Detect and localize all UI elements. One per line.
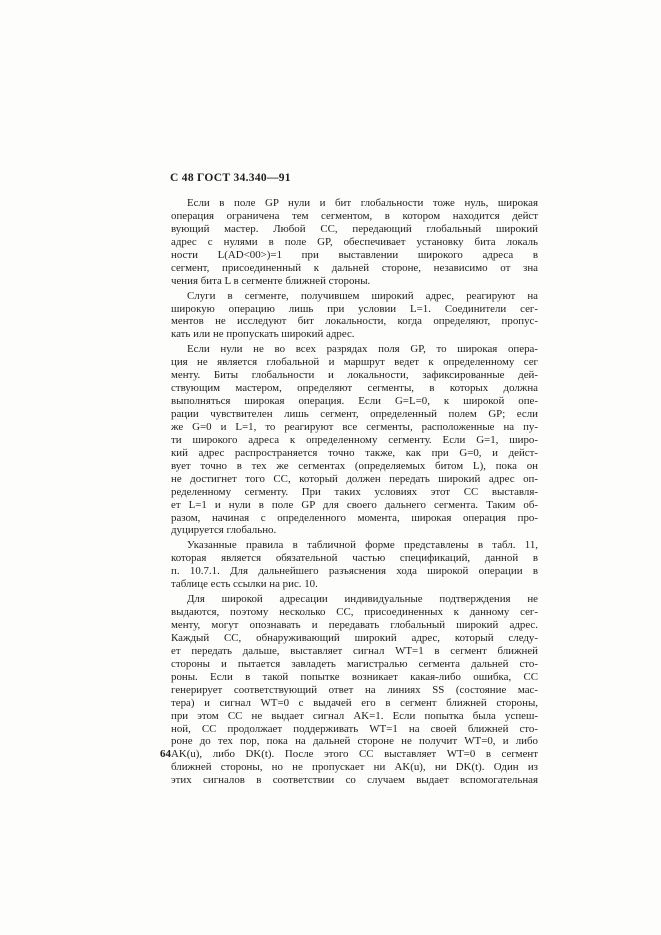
text-line: ной, СС продолжает поддерживать WT=1 на своей ближней сто- (171, 722, 538, 735)
text-line: ти широкого адреса к определенному сегменту. Если G=1, широ- (171, 433, 538, 446)
text-line: таблице есть ссылки на рис. 10. (171, 578, 318, 591)
text-line: ределенному сегменту. При таких условиях этот СС выставля- (171, 485, 538, 498)
text-line: широкую операцию лишь при условии L=1. Соединители сег- (171, 302, 538, 315)
paragraph-5 (171, 593, 538, 787)
text-line: выполняться широкая операция. Если G=L=0, к широкой опе- (171, 395, 538, 408)
text-line: Если нули не во всех разрядах поля GP, то широкая опера- (187, 343, 538, 356)
text-line: вующий мастер. Любой СС, передающий глобальный широкий (171, 222, 538, 235)
text-line: вует точно в тех же сегментах (определяемых битом L), пока он (171, 459, 538, 472)
text-line: роне до тех пор, пока на дальней стороне не получит WT=0, и либо (171, 735, 538, 748)
text-line: ет L=1 и нули в поле GP для своего дальнего сегмента. Таким об- (171, 498, 538, 511)
body-text (171, 197, 538, 787)
text-line: сегмент, присоединенный к дальней стороне, независимо от зна (171, 261, 538, 274)
text-line: при этом СС не выдает сигнал AK=1. Если попытка была успеш- (171, 709, 538, 722)
text-line: Указанные правила в табличной форме представлены в табл. 11, (187, 539, 538, 552)
text-line: ближней стороны, но не пропускает ни AK(u), ни DK(t). Один из (171, 761, 538, 774)
text-line: Каждый СС, обнаруживающий широкий адрес, который следу- (171, 631, 538, 644)
paragraph-2 (171, 290, 538, 342)
text-line: ет передать дальше, выставляет сигнал WT=1 в сегмент ближней (171, 644, 538, 657)
text-line: стороны и пытается завладеть магистралью сегмента дальней сто- (171, 657, 538, 670)
text-line: не достигнет того СС, который должен передать широкий адрес оп- (171, 472, 538, 485)
text-line: рации чувствителен лишь сегмент, определенный полем GP; если (171, 408, 538, 420)
text-line: же G=0 и L=1, то реагируют все сегменты, расположенные на пу- (171, 420, 538, 433)
text-line: п. 10.7.1. Для дальнейшего разъяснения хода широкой операции в (171, 565, 538, 578)
text-line: выдаются, поэтому несколько СС, присоединенных к данному сег- (171, 606, 538, 619)
text-line: ности L(AD<00>)=1 при выставлении широкого адреса в (171, 248, 538, 261)
text-line: генерирует соответствующий ответ на линиях SS (состояние мас- (171, 683, 538, 696)
text-line: менту. Биты глобальности и локальности, зафиксированные дей- (171, 369, 538, 382)
paragraph-3 (171, 343, 538, 537)
running-head: С 48 ГОСТ 34.340—91 (170, 172, 291, 184)
text-line: кий адрес распространяется точно также, как при G=0, и дейст- (171, 446, 538, 459)
text-line: Если в поле GP нули и бит глобальности тоже нуль, широкая (187, 197, 538, 209)
text-line: адрес с нулями в поле GP, обеспечивает установку бита локаль (171, 235, 538, 248)
text-line: разом, начиная с определенного момента, широкая операция про- (171, 511, 538, 524)
text-line: Для широкой адресации индивидуальные подтверждения не (187, 593, 538, 606)
text-line: Слуги в сегменте, получившем широкий адрес, реагируют на (187, 289, 538, 302)
text-line: дуцируется глобально. (171, 524, 277, 537)
paragraph-1 (171, 197, 538, 288)
text-line: этих сигналов в соответствии со случаем выдает вспомогательная (171, 774, 538, 787)
text-line: которая является обязательной частью спецификаций, данной в (171, 552, 538, 565)
text-line: ствующим мастером, определяют сегменты, в которых должна (171, 382, 538, 395)
text-line: ментов не исследуют бит локальности, когда определяют, пропус- (171, 315, 538, 328)
text-line: тера) и сигнал WT=0 с выдачей его в сегмент ближней стороны, (171, 696, 538, 709)
paragraph-4 (171, 539, 538, 591)
text-line: роны. Если в такой попытке возникает какая-либо ошибка, СС (171, 670, 538, 683)
text-line: кать или не пропускать широкий адрес. (171, 328, 355, 341)
text-line: чения бита L в сегменте ближней стороны. (171, 274, 371, 287)
text-line: ция не является глобальной и маршрут ведет к определенному сег (171, 356, 538, 369)
page-number: 64 (160, 748, 171, 760)
text-line: менту, могут опознавать и передавать глобальный широкий адрес. (171, 619, 538, 631)
text-line: операция ограничена тем сегментом, в котором находится дейст (171, 209, 538, 222)
text-line: AK(u), либо DK(t). После этого СС выставляет WT=0 в сегмент (171, 748, 538, 761)
